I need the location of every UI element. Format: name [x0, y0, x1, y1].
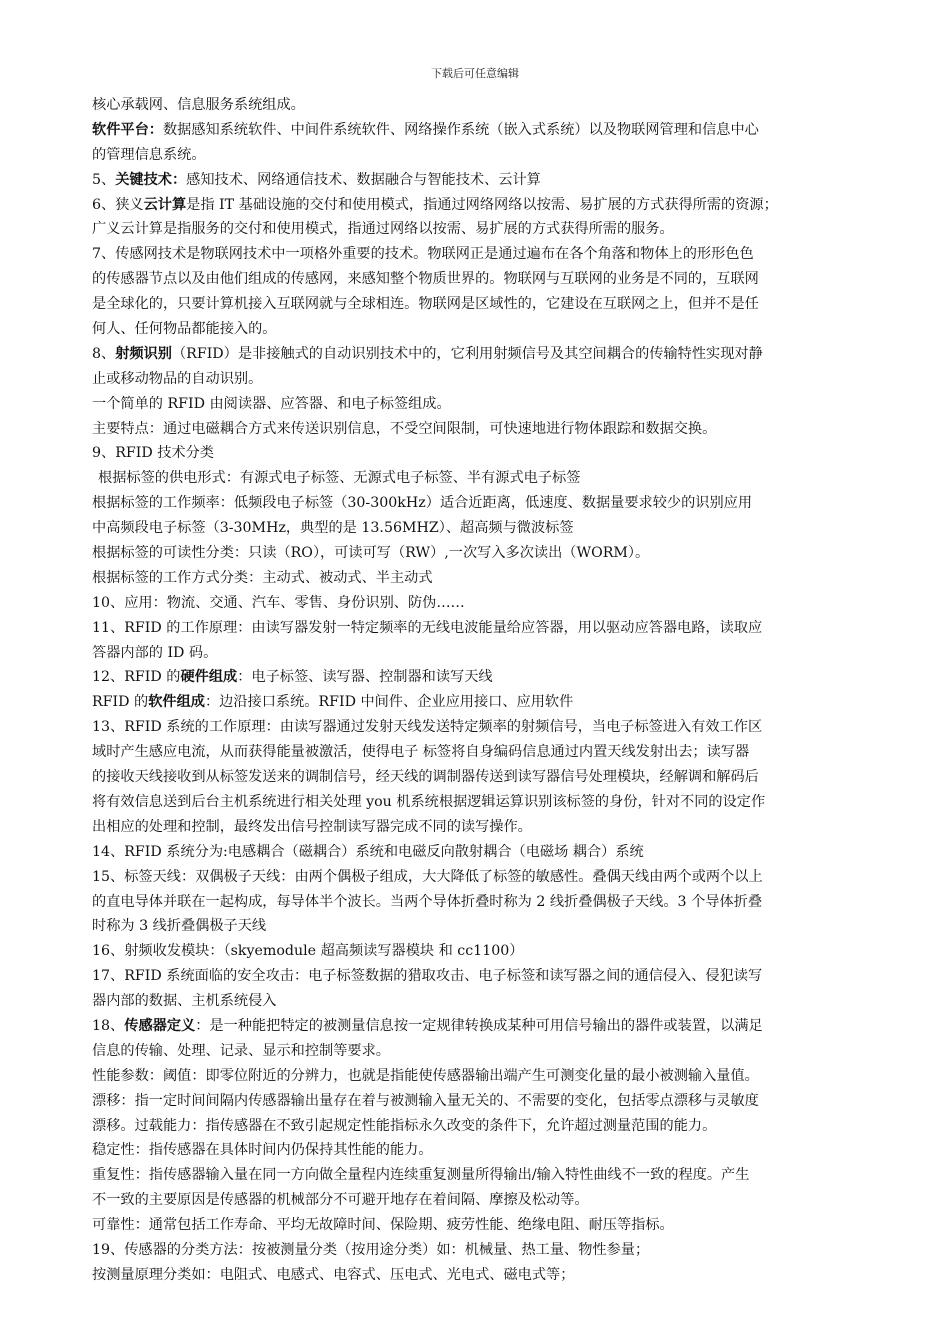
text-line	[92, 217, 892, 242]
text-run: 的直电导体并联在一起构成，每导体半个波长。当两个导体折叠时称为 2 线折叠偶极子天线。3 个导体折叠	[92, 893, 763, 910]
text-line	[92, 317, 892, 342]
text-line	[92, 1213, 892, 1238]
text-run: 感知技术、网络通信技术、数据融合与智能技术、云计算	[186, 171, 541, 188]
text-line	[92, 1138, 892, 1163]
text-line	[92, 1188, 892, 1213]
bold-term: 射频识别	[115, 345, 172, 362]
text-run: 根据标签的供电形式：有源式电子标签、无源式电子标签、半有源式电子标签	[98, 470, 581, 487]
text-line	[92, 392, 892, 417]
text-line	[92, 715, 892, 740]
text-line	[92, 765, 892, 790]
text-run: 12、RFID 的	[92, 669, 181, 686]
document-body	[92, 93, 892, 1288]
text-line	[92, 690, 892, 715]
text-run: 7、传感网技术是物联网技术中一项格外重要的技术。物联网正是通过遍布在各个角落和物体上的形形色色	[92, 246, 754, 263]
text-line	[92, 890, 892, 915]
text-line	[92, 964, 892, 989]
text-line	[92, 1238, 892, 1263]
text-run: 漂移。过载能力：指传感器在不致引起规定性能指标永久改变的条件下，允许超过测量范围的能力。	[92, 1117, 717, 1134]
text-line	[92, 1263, 892, 1288]
bold-term: 传感器定义	[124, 1017, 196, 1034]
text-line	[92, 417, 892, 442]
text-line	[92, 541, 892, 566]
text-run: 信息的传输、处理、记录、显示和控制等要求。	[92, 1042, 390, 1059]
text-run: 性能参数：阈值：即零位附近的分辨力，也就是指能使传感器输出端产生可测变化量的最小被测输入量值。	[92, 1067, 759, 1084]
text-line	[92, 1014, 892, 1039]
text-line	[92, 790, 892, 815]
text-run: 16、射频收发模块：（skyemodule 超高频读写器模块 和 cc1100）	[92, 943, 524, 960]
text-run: RFID 的	[92, 694, 149, 711]
text-run: 可靠性：通常包括工作寿命、平均无故障时间、保险期、疲劳性能、绝缘电阻、耐压等指标。	[92, 1217, 674, 1234]
text-line	[92, 641, 892, 666]
bold-term: 硬件组成	[180, 669, 238, 686]
text-run: 是指 IT 基础设施的交付和使用模式，指通过网络网络以按需、易扩展的方式获得所需的资源；	[186, 196, 778, 213]
text-line	[92, 815, 892, 840]
text-run: 的管理信息系统。	[92, 146, 206, 163]
text-line	[92, 939, 892, 964]
text-line	[92, 342, 892, 367]
bold-term: 软件平台：	[92, 121, 163, 138]
text-run: 广义云计算是指服务的交付和使用模式，指通过网络以按需、易扩展的方式获得所需的服务。	[92, 221, 674, 238]
text-run: 重复性：指传感器输入量在同一方向做全量程内连续重复测量所得输出/输入特性曲线不一致的程度。产生	[92, 1167, 750, 1184]
text-run: 核心承载网、信息服务系统组成。	[92, 97, 305, 113]
text-run: 按测量原理分类如：电阻式、电感式、电容式、压电式、光电式、磁电式等；	[92, 1266, 575, 1283]
text-line	[92, 1089, 892, 1114]
text-run: 何人、任何物品都能接入的。	[92, 321, 277, 338]
text-line	[92, 665, 892, 690]
text-run: 的传感器节点以及由他们组成的传感网，来感知整个物质世界的。物联网与互联网的业务是不同的，互联网	[92, 271, 759, 288]
text-run: 是全球化的，只要计算机接入互联网就与全球相连。物联网是区域性的，它建设在互联网之上，但并不是任	[92, 296, 759, 313]
text-run: 出相应的处理和控制，最终发出信号控制读写器完成不同的读写操作。	[92, 818, 532, 835]
text-run: 数据感知系统软件、中间件系统软件、网络操作系统（嵌入式系统）以及物联网管理和信息中心	[162, 121, 759, 138]
text-run: 的接收天线接收到从标签发送来的调制信号，经天线的调制器传送到读写器信号处理模块，经解调和解码后	[92, 769, 759, 786]
text-run: ：电子标签、读写器、控制器和读写天线	[237, 669, 493, 686]
text-run: 稳定性：指传感器在具体时间内仍保持其性能的能力。	[92, 1142, 433, 1159]
text-run: 答器内部的 ID 码。	[92, 644, 218, 661]
text-line	[92, 441, 892, 466]
text-line	[92, 491, 892, 516]
text-run: 14、RFID 系统分为:电感耦合（磁耦合）系统和电磁反向散射耦合（电磁场 耦合）系统	[92, 843, 644, 860]
text-run: 根据标签的可读性分类：只读（RO），可读可写（RW）,一次写入多次读出（WORM）。	[92, 545, 650, 562]
text-line	[92, 566, 892, 591]
text-run: 域时产生感应电流，从而获得能量被激活，使得电子 标签将自身编码信息通过内置天线发射出去；读写器	[92, 744, 750, 761]
text-line	[92, 840, 892, 865]
text-line	[92, 1039, 892, 1064]
bold-term: 云计算	[143, 196, 187, 213]
text-run: 15、标签天线：双偶极子天线：由两个偶极子组成，大大降低了标签的敏感性。叠偶天线由两个或两个以上	[92, 868, 763, 885]
text-run: （RFID）是非接触式的自动识别技术中的，它利用射频信号及其空间耦合的传输特性实现对静	[171, 345, 763, 362]
text-run: 漂移：指一定时间间隔内传感器输出量存在着与被测输入量无关的、不需要的变化，包括零点漂移与灵敏度	[92, 1092, 759, 1109]
text-run: 18、	[92, 1017, 125, 1034]
text-run: 9、RFID 技术分类	[92, 445, 214, 462]
text-run: 不一致的主要原因是传感器的机械部分不可避开地存在着间隔、摩擦及松动等。	[92, 1192, 589, 1209]
text-line	[92, 143, 892, 168]
bold-term: 软件组成	[148, 694, 205, 711]
text-line	[92, 1064, 892, 1089]
text-run: 11、RFID 的工作原理：由读写器发射一特定频率的无线电波能量给应答器，用以驱动应答器电路，读取应	[92, 619, 763, 636]
text-line	[92, 93, 892, 118]
text-line	[92, 740, 892, 765]
text-run: 17、RFID 系统面临的安全攻击：电子标签数据的猎取攻击、电子标签和读写器之间的通信侵入、侵犯读写	[92, 968, 763, 985]
text-run: 19、传感器的分类方法：按被测量分类（按用途分类）如：机械量、热工量、物性参量；	[92, 1241, 650, 1258]
text-line	[92, 591, 892, 616]
text-line	[92, 193, 892, 218]
text-line	[92, 267, 892, 292]
text-run: 器内部的数据、主机系统侵入	[92, 993, 277, 1010]
text-line	[92, 989, 892, 1014]
text-line	[92, 118, 892, 143]
text-run: 一个简单的 RFID 由阅读器、应答器、和电子标签组成。	[92, 395, 451, 412]
text-run: 主要特点：通过电磁耦合方式来传送识别信息，不受空间限制，可快速地进行物体跟踪和数据交换。	[92, 420, 717, 437]
text-run: 13、RFID 系统的工作原理：由读写器通过发射天线发送特定频率的射频信号，当电子标签进入有效工作区	[92, 719, 763, 736]
text-line	[92, 292, 892, 317]
text-line	[92, 865, 892, 890]
text-run: 止或移动物品的自动识别。	[92, 370, 263, 387]
text-run: 5、	[92, 171, 116, 188]
text-line	[92, 1163, 892, 1188]
text-line	[92, 242, 892, 267]
text-line	[92, 367, 892, 392]
text-run: 6、狭义	[92, 196, 144, 213]
bold-term: 关键技术：	[115, 171, 187, 188]
text-run: 根据标签的工作方式分类：主动式、被动式、半主动式	[92, 569, 433, 586]
text-run: ：边沿接口系统。RFID 中间件、企业应用接口、应用软件	[204, 694, 574, 711]
text-run: 8、	[92, 345, 116, 362]
text-line	[92, 466, 892, 491]
text-run: 10、应用：物流、交通、汽车、零售、身份识别、防伪……	[92, 594, 465, 611]
text-run: 将有效信息送到后台主机系统进行相关处理 you 机系统根据逻辑运算识别该标签的身份，针对不同的设定作	[92, 793, 766, 810]
text-run: ：是一种能把特定的被测量信息按一定规律转换成某种可用信号输出的器件或装置，以满足	[195, 1017, 763, 1034]
text-line	[92, 616, 892, 641]
page-header: 下载后可任意编辑	[431, 67, 519, 80]
text-line	[92, 1114, 892, 1139]
text-run: 时称为 3 线折叠偶极子天线	[92, 918, 267, 935]
text-line	[92, 914, 892, 939]
text-run: 根据标签的工作频率：低频段电子标签（30-300kHz）适合近距离，低速度、数据量要求较少的识别应用	[92, 495, 753, 512]
text-line	[92, 516, 892, 541]
text-line	[92, 168, 892, 193]
text-run: 中高频段电子标签（3-30MHz，典型的是 13.56MHZ）、超高频与微波标签	[92, 520, 574, 537]
